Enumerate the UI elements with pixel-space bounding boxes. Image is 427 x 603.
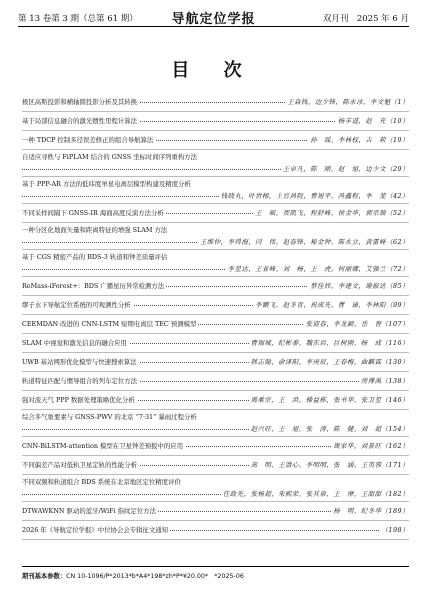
article-authors-page: 王 硕，贺凯飞，程舒峰，侯金华，郭宗瑞（52） <box>255 209 409 217</box>
article-authors-page: 高 明，王潜心，李明明，张 涵，王英蓉（171） <box>250 461 409 469</box>
article-authors-page: 李星达，王亚峰，刘 杨，王 虎，何丽娜，艾强兰（72） <box>227 265 409 273</box>
article-authors-page: 李鹏飞，赵冬青，祝成先，曹 康，李林阳（99） <box>255 301 409 309</box>
article-title: DTWAWKNN 驱动的蓝牙/WiFi 指纹定位方法 <box>22 507 157 515</box>
article-authors-page: 王维仲，李得海，闫 伟，赵春锋，秘金钟，陈永立，黄雷峰（62） <box>200 238 409 246</box>
toc-entry[interactable] <box>22 131 409 150</box>
journal-name: 导航定位学报 <box>171 12 256 27</box>
article-title: UWB 基站网形优化模型与快速搜索算法 <box>22 358 137 366</box>
toc-entry[interactable] <box>22 93 409 112</box>
journal-parameters <box>22 566 409 580</box>
article-authors-page: 孙 瑶，李林权，吉 莉（19） <box>310 136 409 144</box>
article-title: 不同双频和轨道组合 BDS 系统在北京地区定位精度评价 <box>22 478 181 486</box>
article-authors-page: 任政先，张杨超，朱熙荣，张其泉，王 摩，王甜甜（182） <box>223 490 409 498</box>
toc-entry[interactable] <box>22 150 409 177</box>
article-authors-page: 赵兴旺，王 旭，张 涛，陈 健，刘 超（154） <box>250 425 409 433</box>
article-title: 强对流天气 PPP 数据处理策略优化分析 <box>22 396 135 404</box>
article-title: 基于 CGS 精密产品的 BDS-3 轨道和钟差质量评估 <box>22 253 168 261</box>
article-title: 不同采样间隔下 GNSS-IR 海面高度反演方法分析 <box>22 209 164 217</box>
article-authors-page: 王卓凡，陈 刚，赵 旭，边少文（29） <box>282 165 409 173</box>
toc-entry[interactable] <box>22 315 409 334</box>
toc-entry[interactable] <box>22 177 409 204</box>
toc-entry[interactable] <box>22 334 409 353</box>
toc-entry[interactable] <box>22 502 409 521</box>
article-title: 不同偏差产品对低轨卫星定轨的性能分析 <box>22 461 138 469</box>
article-authors-page: 王焱钱，边少锋，陈永冰，李文魁（1） <box>287 98 409 106</box>
footer-label: 期刊基本参数： <box>22 573 67 580</box>
toc-entry[interactable] <box>22 410 409 437</box>
toc-entry[interactable] <box>22 296 409 315</box>
toc-entry[interactable] <box>22 391 409 410</box>
table-of-contents <box>22 93 409 540</box>
article-title: 2026 年《导航定位学报》中位协会会专辑征文通知 <box>22 526 169 534</box>
page-title: 目 次 <box>171 60 256 81</box>
running-header <box>18 8 409 27</box>
article-title: 一种 TDCP 控制多径误差修正的组合导航算法 <box>22 136 154 144</box>
article-title: ReMass-iForest+：BDS 广播星历异常检测方法 <box>22 282 165 290</box>
article-authors-page: 杨丰遥，赵 充（10） <box>337 117 409 125</box>
toc-entry[interactable] <box>22 204 409 223</box>
article-authors-page: 房博禹（138） <box>360 377 409 385</box>
article-title: SLAM 中视觉和激光信息的融合应用 <box>22 339 127 347</box>
toc-entry[interactable] <box>22 521 409 540</box>
toc-entry[interactable] <box>22 372 409 391</box>
publication-date: 双月刊 2025 年 6 月 <box>322 14 409 24</box>
issue-info: 第 13 卷第 3 期（总第 61 期） <box>18 14 138 24</box>
toc-entry[interactable] <box>22 475 409 502</box>
article-title: 自适应寻秩与 FiPLAM 结合的 GNSS 坐标时间序列重构方法 <box>22 153 198 161</box>
article-authors-page: 周家华，刘景旺（162） <box>333 442 409 450</box>
article-authors-page: 杨 明，纪冬华（189） <box>333 507 409 515</box>
article-title: CNN-BiLSTM-attention 模型在卫星钟差预报中的应用 <box>22 442 184 450</box>
article-authors-page: 张迎春，李龙颖，岳 督（107） <box>305 320 409 328</box>
toc-entry[interactable] <box>22 223 409 250</box>
article-title: 轨道特征匹配与惯导组合的列车定位方法 <box>22 377 138 385</box>
toc-entry[interactable] <box>22 250 409 277</box>
article-authors-page: 钱晓丸，叶世榕，上官昌院，曹旭平，冯鑫程，李 斐（42） <box>220 192 409 200</box>
article-authors-page: 曹瑞城，纪彬泰，魏东岩，巨树刚，杨 成（116） <box>250 339 409 347</box>
article-authors-page: 周乘宗，王 洪，操益栋，张书华，张卫星（146） <box>250 396 409 404</box>
article-authors-page: （198） <box>381 526 409 534</box>
article-title: 极区高斯投影和横轴圆投影分析及其转换 <box>22 98 138 106</box>
article-title: CEEMDAN 改进的 CNN-LSTM 短期电离层 TEC 预测模型 <box>22 320 197 328</box>
toc-entry[interactable] <box>22 353 409 372</box>
toc-entry[interactable] <box>22 437 409 456</box>
footer-value: CN 10-1096/P*2013*b*A4*198*zh*P*¥20.00* *2025-06 <box>66 573 244 580</box>
article-authors-page: 韩志翰，俞泽阳，李庚辰，王春梅，曲麒霖（130） <box>250 358 409 366</box>
toc-entry[interactable] <box>22 456 409 475</box>
article-title: 基于局部信息融合的激光惯性里程计算法 <box>22 117 138 125</box>
article-title: 基于 PPP-AR 方法的低纬度单星电离层模型构建及精度分析 <box>22 180 191 188</box>
toc-entry[interactable] <box>22 277 409 296</box>
article-title: 综合多气象要素与 GNSS-PWV 的北京 “7·31” 暴雨过程分析 <box>22 413 197 421</box>
article-title: 一种分区化地面矢量和距离特征的增强 SLAM 方法 <box>22 226 168 234</box>
toc-entry[interactable] <box>22 112 409 131</box>
article-authors-page: 蔡佳炜，李建文，谢振达（85） <box>310 282 409 290</box>
article-title: 缪子水下导航定位系统的可观测性分析 <box>22 301 131 309</box>
